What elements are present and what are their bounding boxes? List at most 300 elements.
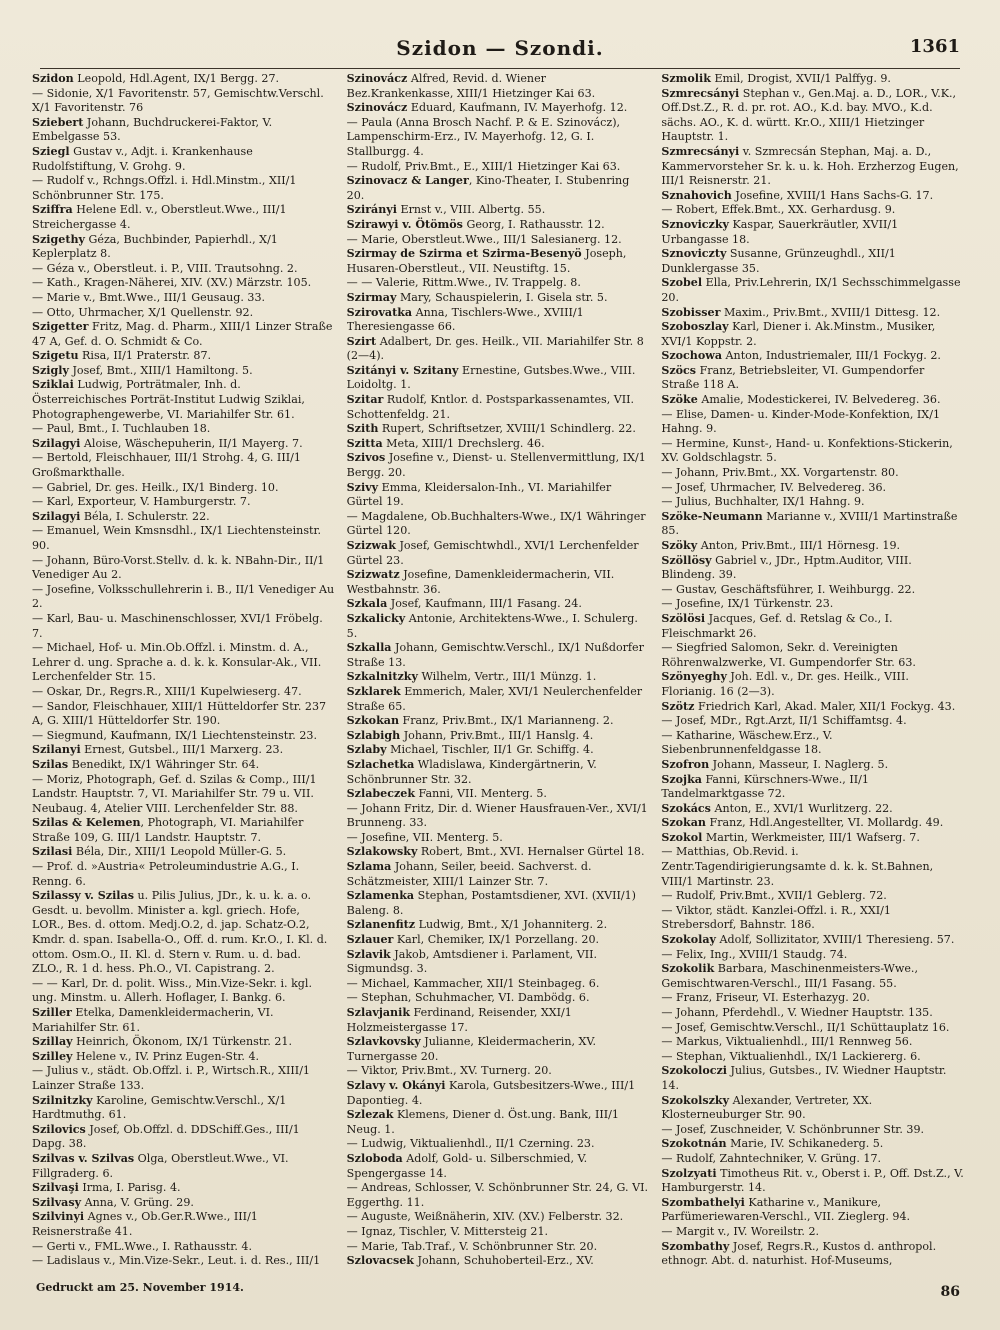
directory-entry	[347, 1108, 650, 1137]
directory-entry	[661, 583, 964, 598]
directory-entry	[661, 1064, 964, 1093]
directory-entry	[347, 291, 650, 306]
directory-entry	[32, 1006, 335, 1035]
directory-entry	[661, 87, 964, 145]
directory-entry	[347, 845, 650, 860]
directory-entry	[661, 700, 964, 715]
entry-surname: Szojka	[661, 772, 702, 786]
entry-surname: Szlama	[346, 860, 392, 874]
entry-surname: Szöky	[661, 539, 698, 552]
entry-details: — Rudolf, Priv.Bmt., E., XIII/1 Hietzinger Kai 63.	[346, 159, 621, 173]
entry-details: Olga, Oberstleut.Wwe., VI. Fillgraderg. 6.	[32, 1151, 289, 1180]
entry-surname: Szlavjanik	[346, 1006, 411, 1019]
entry-surname: Szilvinyi	[32, 1210, 85, 1224]
directory-entry	[347, 612, 650, 641]
directory-entry	[661, 1196, 964, 1225]
entry-surname: Szochowa	[661, 349, 723, 363]
entry-details: — Rudolf, Zahntechniker, V. Grüng. 17.	[661, 1151, 882, 1165]
entry-details: — Josefine, VII. Menterg. 5.	[346, 830, 503, 844]
entry-details: — Josef, MDr., Rgt.Arzt, II/1 Schiffamtsg. 4.	[661, 714, 907, 728]
entry-surname: Szilagyi	[32, 436, 81, 450]
entry-details: Julianne, Kleidermacherin, XV. Turnergasse 20.	[346, 1035, 597, 1063]
entry-details: — — Valerie, Rittm.Wwe., IV. Trappelg. 8.	[346, 276, 581, 290]
directory-entry	[32, 495, 335, 510]
entry-surname: Szidon	[32, 72, 74, 85]
entry-surname: Szöke-Neumann	[661, 509, 763, 523]
entry-details: Timotheus Rit. v., Oberst i. P., Off. Dst.Z., V. Hamburgerstr. 14.	[661, 1166, 964, 1195]
directory-entry	[347, 729, 650, 744]
directory-entry	[661, 364, 964, 393]
directory-entry	[32, 1123, 335, 1152]
entry-details: Emmerich, Maler, XVI/1 Neulerchenfelder Straße 65.	[346, 684, 643, 713]
entry-details: Antonie, Architektens-Wwe., I. Schulerg. 5.	[346, 611, 638, 640]
entry-details: Etelka, Damenkleidermacherin, VI. Mariahilfer Str. 61.	[32, 1006, 274, 1034]
directory-entry	[347, 597, 650, 612]
page-title: Szidon — Szondi.	[396, 36, 604, 60]
entry-details: Karl, Diener i. Ak.Minstm., Musiker, XVI/1 Koppstr. 2.	[661, 320, 936, 348]
entry-details: Franz, Betriebsleiter, VI. Gumpendorfer Straße 118 A.	[661, 363, 925, 392]
entry-details: Josefine v., Dienst- u. Stellenvermittlung, IX/1 Bergg. 20.	[346, 451, 646, 480]
entry-details: — Viktor, städt. Kanzlei-Offzl. i. R., XXI/1 Strebersdorf, Bahnstr. 186.	[661, 903, 891, 932]
directory-entry	[32, 1035, 335, 1050]
entry-details: — Johann Fritz, Dir. d. Wiener Hausfrauen-Ver., XVI/1 Brunneng. 33.	[346, 801, 648, 830]
directory-entry	[661, 1021, 964, 1036]
sheet-marker: 86	[940, 1284, 960, 1300]
entry-details: Marianne v., XVIII/1 Martinstraße 85.	[661, 509, 958, 538]
entry-surname: Sziffra	[32, 203, 73, 217]
entry-details: Friedrich Karl, Akad. Maler, XII/1 Fockyg. 43.	[694, 699, 956, 713]
directory-entry	[32, 845, 335, 860]
entry-details: Jacques, Gef. d. Retslag & Co., I. Fleischmarkt 26.	[661, 611, 893, 640]
entry-surname: Sziklai	[32, 378, 74, 392]
directory-entry	[661, 802, 964, 817]
entry-surname: Szlakowsky	[346, 845, 418, 859]
entry-surname: Szizwatz	[346, 568, 400, 582]
entry-details: Ernst v., VIII. Albertg. 55.	[396, 203, 546, 217]
directory-entry	[347, 437, 650, 452]
entry-details: Amalie, Modestickerei, IV. Belvedereg. 36.	[697, 393, 941, 407]
entry-details: — Julius, Buchhalter, IX/1 Hahng. 9.	[661, 495, 865, 509]
directory-entry	[32, 510, 335, 525]
directory-entry	[661, 714, 964, 729]
entry-details: — Michael, Kammacher, XII/1 Steinbageg. 6.	[346, 976, 600, 990]
directory-entry	[32, 145, 335, 174]
directory-entry	[661, 539, 964, 554]
entry-details: Béla, Dir., XIII/1 Leopold Müller-G. 5.	[72, 845, 287, 859]
entry-details: — Sidonie, X/1 Favoritenstr. 57, Gemischtw.Verschl.	[32, 86, 324, 100]
directory-entry	[347, 335, 650, 364]
entry-details: — Matthias, Ob.Revid. i. Zentr.Tagendirigierungsamte d. k. k. St.Bahnen, VIII/1 Martinstr. 23.	[661, 845, 934, 888]
entry-surname: Szlaby	[346, 743, 387, 757]
directory-entry	[32, 349, 335, 364]
directory-entry	[347, 364, 650, 393]
entry-details: Alexander, Vertreter, XX. Klosterneuburger Str. 90.	[661, 1093, 873, 1122]
directory-entry	[661, 189, 964, 204]
directory-entry	[661, 816, 964, 831]
directory-entry	[661, 1006, 964, 1021]
entry-details: — Johann, Priv.Bmt., XX. Vorgartenstr. 80.	[661, 466, 899, 480]
directory-entry	[347, 116, 650, 160]
directory-entry	[347, 1152, 650, 1181]
entry-surname: Szölösi	[661, 611, 706, 625]
directory-entry	[347, 860, 650, 889]
entry-details: — Gerti v., FML.Wwe., I. Rathausstr. 4.	[32, 1239, 252, 1253]
entry-surname: Szilasi	[32, 845, 73, 859]
entry-surname: Szöllösy	[661, 553, 712, 567]
directory-entry	[347, 422, 650, 437]
entry-surname: Sznoviczty	[661, 247, 727, 261]
entry-surname: Szöke	[661, 393, 698, 407]
directory-entry	[32, 437, 335, 452]
directory-entry	[661, 1240, 964, 1271]
entry-surname: Szilvasy	[32, 1195, 82, 1209]
directory-entry	[32, 1254, 335, 1270]
entry-details: — Johann, Büro-Vorst.Stellv. d. k. k. NBahn-Dir., II/1 Venediger Au 2.	[32, 553, 325, 582]
entry-details: Risa, II/1 Praterstr. 87.	[78, 349, 212, 363]
directory-entry	[661, 481, 964, 496]
directory-entry	[32, 72, 335, 87]
directory-entry	[32, 1094, 335, 1123]
directory-entry	[32, 276, 335, 291]
directory-entry	[661, 612, 964, 641]
entry-surname: Szkalnitzky	[346, 670, 418, 684]
directory-entry	[661, 437, 964, 466]
entry-details: — Marie v., Bmt.Wwe., III/1 Geusaug. 33.	[32, 290, 266, 304]
directory-entry	[32, 773, 335, 817]
entry-details: Rudolf, Kntlor. d. Postsparkassenamtes, VII. Schottenfeldg. 21.	[346, 393, 635, 421]
entry-surname: Szlanenfitz	[346, 918, 416, 932]
entry-details: — Emanuel, Wein Kmsnsdhl., IX/1 Liechtensteinstr. 90.	[32, 524, 322, 552]
directory-entry	[347, 568, 650, 597]
entry-surname: Szkala	[346, 597, 388, 611]
directory-entry	[32, 1064, 335, 1093]
entry-details: Josefine, XVIII/1 Hans Sachs-G. 17.	[731, 188, 934, 202]
directory-entry	[347, 218, 650, 233]
directory-entry	[661, 948, 964, 963]
entry-details: Klemens, Diener d. Öst.ung. Bank, III/1 Neug. 1.	[346, 1108, 619, 1136]
entry-details: Karoline, Gemischtw.Verschl., X/1 Hardtmuthg. 61.	[32, 1093, 287, 1122]
directory-entry	[32, 1210, 335, 1239]
directory-entry	[661, 597, 964, 612]
directory-entry	[661, 729, 964, 758]
directory-entry	[661, 247, 964, 276]
entry-details: — Gabriel, Dr. ges. Heilk., IX/1 Binderg. 10.	[32, 480, 279, 494]
entry-surname: Sziebert	[32, 115, 84, 129]
entry-surname: Szmolik	[661, 72, 711, 85]
entry-details: Béla, I. Schulerstr. 22.	[80, 509, 210, 523]
entry-surname: Szlezak	[346, 1108, 394, 1122]
directory-entry	[661, 831, 964, 846]
directory-entry	[32, 422, 335, 437]
entry-details: Franz, Priv.Bmt., IX/1 Marianneng. 2.	[399, 714, 614, 728]
entry-surname: Szokolszky	[661, 1093, 730, 1107]
directory-entry	[32, 1240, 335, 1255]
directory-entry	[32, 306, 335, 321]
directory-entry	[661, 349, 964, 364]
entry-surname: Szlamenka	[346, 889, 415, 903]
entry-details: — Elise, Damen- u. Kinder-Mode-Konfektion, IX/1 Hahng. 9.	[661, 407, 940, 436]
directory-entry	[347, 451, 650, 480]
entry-details: Jakob, Amtsdiener i. Parlament, VII. Sigmundsg. 3.	[346, 947, 598, 976]
directory-entry	[347, 918, 650, 933]
print-date: Gedruckt am 25. November 1914.	[36, 1281, 244, 1294]
entry-surname: Sziegl	[32, 144, 70, 158]
directory-entry	[347, 510, 650, 539]
entry-details: — — Karl, Dr. d. polit. Wiss., Min.Vize-Sekr. i. kgl. ung. Minstm. u. Allerh. Hoflager, I. Bankg. 6.	[32, 976, 312, 1005]
directory-entry	[32, 203, 335, 232]
directory-entry	[32, 641, 335, 685]
directory-entry	[32, 729, 335, 744]
entry-surname: Szirányi	[346, 203, 397, 217]
entry-surname: Szinovácz	[346, 101, 408, 115]
directory-entry	[32, 1050, 335, 1065]
directory-entry	[347, 306, 650, 335]
directory-entry	[32, 233, 335, 262]
directory-entry	[32, 174, 335, 203]
entry-surname: Szlabeczek	[346, 787, 416, 801]
entry-surname: Szinovácz	[346, 72, 408, 85]
directory-entry	[661, 203, 964, 218]
entry-details: — Ludwig, Viktualienhdl., II/1 Czerning. 23.	[346, 1137, 595, 1151]
directory-entry	[32, 889, 335, 977]
directory-entry	[32, 378, 335, 422]
entry-details: — Viktor, Priv.Bmt., XV. Turnerg. 20.	[346, 1064, 552, 1078]
entry-details: Mary, Schauspielerin, I. Gisela str. 5.	[396, 290, 608, 304]
directory-entry	[32, 87, 335, 102]
directory-entry	[661, 1123, 964, 1138]
entry-details: Géza, Buchbinder, Papierhdl., X/1 Keplerplatz 8.	[32, 232, 278, 261]
entry-details: Anton, Priv.Bmt., III/1 Hörnesg. 19.	[697, 539, 901, 552]
entry-details: Eduard, Kaufmann, IV. Mayerhofg. 12.	[407, 101, 628, 115]
entry-details: — Rudolf, Priv.Bmt., XVII/1 Geblerg. 72.	[661, 889, 887, 903]
entry-surname: Szofron	[661, 757, 710, 771]
entry-details: — Auguste, Weißnäherin, XIV. (XV.) Felberstr. 32.	[346, 1210, 624, 1224]
directory-entry	[661, 276, 964, 305]
directory-entry	[661, 408, 964, 437]
directory-entry	[661, 72, 964, 87]
entry-details: Josefine, Damenkleidermacherin, VII. Westbahnstr. 36.	[346, 568, 615, 596]
entry-surname: Szivos	[346, 451, 386, 465]
entry-surname: Szirt	[346, 334, 377, 348]
entry-surname: Szizwak	[346, 539, 396, 552]
entry-details: — Katharine, Wäschew.Erz., V. Siebenbrunnenfeldgasse 18.	[661, 728, 833, 757]
entry-details: — Bertold, Fleischhauer, III/1 Strohg. 4, G. III/1 Großmarkthalle.	[32, 451, 301, 480]
entry-surname: Szitányi v. Szitany	[346, 363, 459, 377]
entry-details: — Gustav, Geschäftsführer, I. Weihburgg. 22.	[661, 582, 916, 596]
entry-details: Karl, Chemiker, IX/1 Porzellang. 20.	[393, 933, 600, 947]
directory-column	[347, 72, 650, 1270]
directory-entry	[661, 904, 964, 933]
entry-details: Gabriel v., JDr., Hptm.Auditor, VIII. Blindeng. 39.	[661, 553, 912, 582]
entry-details: Franz, Hdl.Angestellter, VI. Mollardg. 49.	[706, 816, 944, 830]
entry-surname: Szombathelyi	[661, 1195, 745, 1209]
entry-surname: Szokoloczi	[661, 1064, 728, 1078]
entry-details: — Josef, Zuschneider, V. Schönbrunner Str. 39.	[661, 1122, 925, 1136]
entry-details: Adolf, Gold- u. Silberschmied, V. Spengergasse 14.	[346, 1151, 588, 1180]
directory-entry	[32, 860, 335, 889]
directory-entry	[32, 743, 335, 758]
entry-surname: Szilassy v. Szilas	[32, 889, 134, 903]
entry-details: Ludwig, Porträtmaler, Inh. d. Österreichisches Porträt-Institut Ludwig Sziklai, Photographengewerbe, VI. Mariahilfer Str. 61.	[32, 378, 305, 421]
entry-details: — Robert, Effek.Bmt., XX. Gerhardusg. 9.	[661, 203, 896, 217]
directory-entry	[347, 831, 650, 846]
entry-details: Josef, Regrs.R., Kustos d. anthropol. ethnogr. Abt. d. naturhist. Hof-Museums,	[661, 1239, 937, 1268]
entry-details: Gustav v., Adjt. i. Krankenhause Rudolfstiftung, V. Grohg. 9.	[32, 144, 253, 173]
entry-details: Rupert, Schriftsetzer, XVIII/1 Schindlerg. 22.	[378, 422, 636, 436]
entry-details: Agnes v., Ob.Ger.R.Wwe., III/1 Reisnerstraße 41.	[32, 1210, 258, 1238]
entry-details: — Ignaz, Tischler, V. Mittersteig 21.	[346, 1224, 549, 1238]
entry-details: — Hermine, Kunst-, Hand- u. Konfektions-Stickerin, XV. Goldschlagstr. 5.	[661, 436, 953, 465]
entry-details: Emil, Drogist, XVII/1 Palffyg. 9.	[710, 72, 891, 85]
directory-entry	[347, 1254, 650, 1270]
entry-surname: Szönyeghy	[661, 670, 727, 684]
entry-details: Fritz, Mag. d. Pharm., XIII/1 Linzer Straße 47 A, Gef. d. O. Schmidt & Co.	[32, 320, 333, 348]
directory-entry	[347, 233, 650, 248]
directory-entry	[347, 1210, 650, 1225]
directory-entry	[347, 758, 650, 787]
directory-entry	[347, 889, 650, 918]
entry-details: Anton, E., XVI/1 Wurlitzerg. 22.	[710, 801, 893, 815]
entry-details: — Stephan, Viktualienhdl., IX/1 Lackiererg. 6.	[661, 1049, 921, 1063]
entry-details: — Karl, Exporteur, V. Hamburgerstr. 7.	[32, 495, 251, 509]
entry-details: — Felix, Ing., XVIII/1 Staudg. 74.	[661, 947, 848, 961]
entry-details: Julius, Gutsbes., IV. Wiedner Hauptstr. 14.	[661, 1064, 947, 1092]
entry-surname: Szilley	[32, 1049, 73, 1063]
entry-surname: Szlavy v. Okányi	[346, 1078, 446, 1092]
directory-entry	[32, 554, 335, 583]
entry-surname: Szlauer	[346, 933, 394, 947]
entry-details: Stephan, Postamtsdiener, XVI. (XVII/1) Baleng. 8.	[346, 889, 636, 917]
entry-details: — Moriz, Photograph, Gef. d. Szilas & Comp., III/1 Landstr. Hauptstr. 7, VI. Mariahilfer Str. 79 u. VII. Neubaug. 4, Atelier VIII. Lerchenfelder Str. 88.	[32, 772, 317, 815]
entry-surname: Szklarek	[346, 684, 401, 698]
entry-details: Karola, Gutsbesitzers-Wwe., III/1 Dapontieg. 4.	[346, 1078, 636, 1107]
entry-surname: Szlavkovsky	[346, 1035, 421, 1049]
entry-details: Kaspar, Sauerkräutler, XVII/1 Urbangasse 18.	[661, 217, 899, 246]
entry-details: — Marie, Tab.Traf., V. Schönbrunner Str. 20.	[346, 1239, 598, 1253]
directory-entry	[347, 481, 650, 510]
entry-surname: Szokotnán	[661, 1137, 727, 1151]
directory-entry	[32, 116, 335, 145]
entry-surname: Szilnitzky	[32, 1093, 93, 1107]
directory-entry	[661, 889, 964, 904]
entry-details: — Oskar, Dr., Regrs.R., XIII/1 Kupelwieserg. 47.	[32, 684, 302, 698]
entry-surname: Szobel	[661, 276, 703, 290]
entry-surname: Szivy	[346, 480, 379, 494]
entry-surname: Szloboda	[346, 1151, 403, 1165]
directory-entry	[347, 991, 650, 1006]
directory-entry	[32, 291, 335, 306]
entry-surname: Szilvas v. Szilvas	[32, 1151, 135, 1165]
entry-details: Martin, Werkmeister, III/1 Wafserg. 7.	[702, 830, 920, 844]
directory-entry	[347, 1064, 650, 1079]
entry-surname: Szirmay de Szirma et Szirma-Besenyö	[346, 247, 582, 261]
entry-details: Alfred, Revid. d. Wiener Bez.Krankenkasse, XIII/1 Hietzinger Kai 63.	[346, 72, 596, 100]
directory-entry	[661, 495, 964, 510]
entry-surname: Szolzyati	[661, 1166, 717, 1180]
directory-entry	[32, 1196, 335, 1211]
entry-details: — Prof. d. »Austria« Petroleumindustrie A.G., I. Renng. 6.	[32, 860, 300, 888]
entry-surname: Szokol	[661, 830, 703, 844]
entry-details: Anton, Industriemaler, III/1 Fockyg. 2.	[722, 349, 941, 363]
directory-entry	[661, 670, 964, 699]
entry-details: Josef, Kaufmann, III/1 Fasang. 24.	[387, 597, 582, 611]
entry-surname: Szötz	[661, 699, 695, 713]
directory-entry	[661, 1137, 964, 1152]
entry-surname: Szkalicky	[346, 611, 406, 625]
entry-details: Johann, Schuhoberteil-Erz., XV.	[417, 1254, 594, 1268]
entry-surname: Szokolay	[661, 933, 716, 947]
entry-surname: Szitar	[346, 393, 384, 407]
entry-details: — Otto, Uhrmacher, X/1 Quellenstr. 92.	[32, 305, 254, 319]
directory-entry	[661, 510, 964, 539]
entry-details: Josef, Ob.Offzl. d. DDSchiff.Ges., III/1 Dapg. 38.	[32, 1122, 300, 1151]
entry-details: Joseph, Husaren-Oberstleut., VII. Neustiftg. 15.	[346, 247, 627, 275]
entry-details: Fanni, VII. Menterg. 5.	[415, 787, 547, 801]
directory-entry	[661, 218, 964, 247]
directory-column	[32, 72, 335, 1270]
entry-details: Leopold, Hdl.Agent, IX/1 Bergg. 27.	[73, 72, 280, 85]
entry-details: Robert, Bmt., XVI. Hernalser Gürtel 18.	[417, 845, 645, 859]
entry-surname: Szobisser	[661, 305, 721, 319]
entry-details: u. Pilis Julius, JDr., k. u. k. a. o. Gesdt. u. bevollm. Minister a. kgl. griech. Hofe, LOR., Bes. d. ottom. Medj.O.2, d. jap. Schatz-O.2, Kmdr. d. span. Isabella-O., Off. d. rum. Kr.O., I. Kl. d. ottom. Osm.O., II. Kl. d. Stern v. Rum. u. d. bad. ZLO., R. 1 d. hess. Ph.O., VI. Capistrang. 2.	[32, 889, 328, 976]
entry-details: — Josef, Uhrmacher, IV. Belvedereg. 36.	[661, 480, 887, 494]
entry-details: Katharine v., Manikure, Parfümeriewaren-Verschl., VII. Zieglerg. 94.	[661, 1195, 911, 1224]
entry-details: Josef, Gemischtwhdl., XVI/1 Lerchenfelder Gürtel 23.	[346, 539, 639, 567]
entry-details: Adalbert, Dr. ges. Heilk., VII. Mariahilfer Str. 8 (2—4).	[346, 334, 644, 363]
entry-surname: Szilas	[32, 757, 69, 771]
entry-details: Helene v., IV. Prinz Eugen-Str. 4.	[72, 1049, 260, 1063]
directory-entry	[661, 393, 964, 408]
directory-entry	[661, 845, 964, 889]
entry-surname: Szilvaşi	[32, 1181, 79, 1195]
directory-entry	[32, 612, 335, 641]
entry-details: — Markus, Viktualienhdl., III/1 Rennweg 56.	[661, 1035, 913, 1049]
directory-entry	[661, 991, 964, 1006]
entry-surname: Szilovics	[32, 1122, 86, 1136]
entry-details: Ernestine, Gutsbes.Wwe., VIII. Loidoltg. 1.	[346, 363, 636, 392]
directory-entry	[661, 641, 964, 670]
entry-surname: Szirovatka	[346, 305, 413, 319]
entry-details: Ferdinand, Reisender, XXI/1 Holzmeistergasse 17.	[346, 1006, 572, 1034]
entry-details: v. Szmrecsán Stephan, Maj. a. D., Kammervorsteher Sr. k. u. k. Hoh. Erzherzog Eugen, III/1 Reisnerstr. 21.	[661, 144, 959, 188]
directory-entry	[661, 758, 964, 773]
entry-details: — Paula (Anna Brosch Nachf. P. & E. Szinovácz), Lampenschirm-Erz., IV. Mayerhofg. 12, G. I. Stallburgg. 4.	[346, 115, 621, 158]
directory-entry	[661, 466, 964, 481]
directory-entry	[661, 145, 964, 189]
entry-surname: Sznoviczky	[661, 217, 729, 231]
entry-surname: Szöcs	[661, 363, 697, 377]
entry-details: — Géza v., Oberstleut. i. P., VIII. Trautsohng. 2.	[32, 261, 298, 275]
directory-entry	[32, 977, 335, 1006]
directory-entry	[347, 1006, 650, 1035]
directory-entry	[347, 160, 650, 175]
directory-column	[661, 72, 964, 1270]
directory-entry	[32, 816, 335, 845]
entry-details: Josef, Bmt., XIII/1 Hamiltong. 5.	[68, 363, 253, 377]
directory-entry	[347, 802, 650, 831]
directory-entry	[347, 933, 650, 948]
entry-surname: Sziller	[32, 1006, 72, 1019]
entry-details: Johann, Priv.Bmt., III/1 Hanslg. 4.	[400, 728, 594, 742]
directory-entry	[32, 451, 335, 480]
directory-entry	[347, 743, 650, 758]
directory-entry	[347, 977, 650, 992]
entry-details: , Photograph, VI. Mariahilfer Straße 109, G. III/1 Landstr. Hauptstr. 7.	[32, 816, 304, 844]
entry-surname: Szigethy	[32, 232, 85, 246]
entry-details: — Magdalene, Ob.Buchhalters-Wwe., IX/1 Währinger Gürtel 120.	[346, 509, 646, 538]
entry-details: Benedikt, IX/1 Währinger Str. 64.	[68, 757, 260, 771]
entry-details: — Michael, Hof- u. Min.Ob.Offzl. i. Minstm. d. A., Lehrer d. ung. Sprache a. d. k. k. Konsular-Ak., VII. Lerchenfelder Str. 15.	[32, 641, 322, 684]
